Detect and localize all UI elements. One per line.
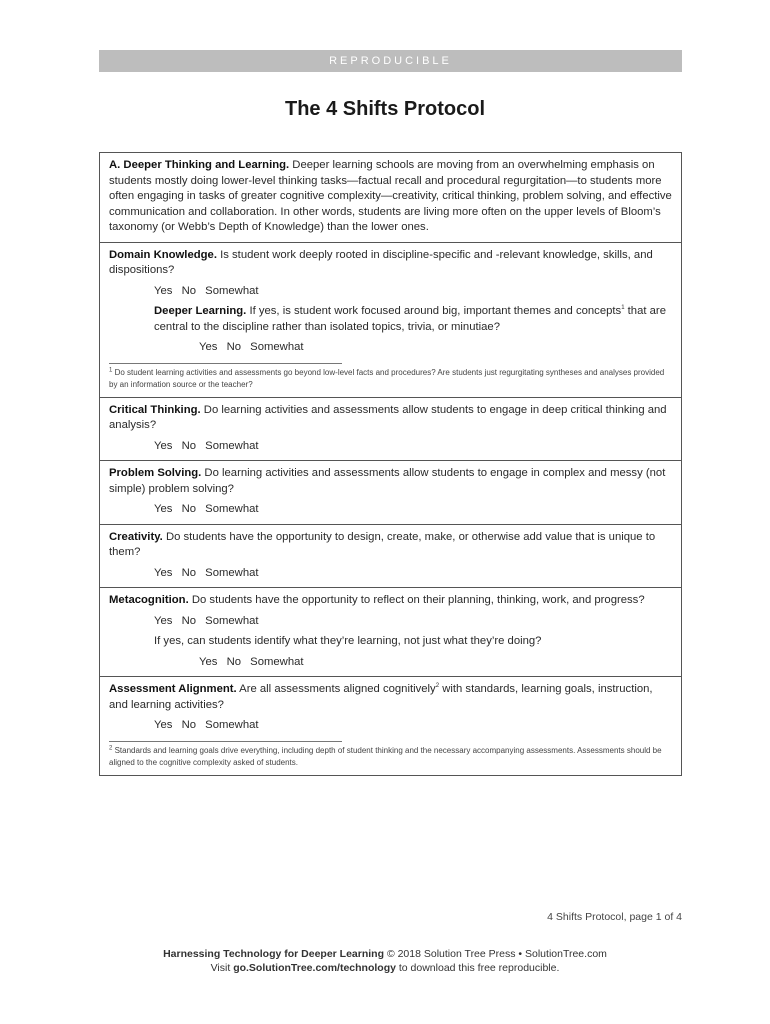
- footer-line-2: [0, 961, 770, 975]
- footnote-divider: [109, 741, 342, 742]
- option-somewhat[interactable]: Somewhat: [205, 503, 259, 515]
- option-somewhat[interactable]: Somewhat: [205, 566, 259, 579]
- visit-suffix: to download this free reproducible.: [398, 962, 560, 974]
- footnote-ref: 2: [435, 683, 440, 690]
- option-yes[interactable]: Yes: [199, 341, 218, 353]
- option-no[interactable]: No: [181, 439, 197, 452]
- section-creativity: [100, 525, 681, 589]
- section-text: Do students have the opportunity to reflect on their planning, thinking, work, and progress?: [191, 594, 645, 606]
- section-text-cont: with standards, learning goals, instruction, and learning activities?: [109, 683, 653, 711]
- option-yes[interactable]: Yes: [154, 284, 173, 297]
- section-heading: Problem Solving.: [109, 467, 202, 479]
- sub-text-cont: that are central to the discipline rather than isolated topics, trivia, or minutiae?: [154, 305, 666, 333]
- option-no[interactable]: No: [181, 719, 197, 731]
- section-heading: Critical Thinking.: [109, 403, 201, 416]
- sub-question: If yes, can students identify what they’re learning, not just what they’re doing?: [154, 635, 542, 647]
- section-text: Are all assessments aligned cognitively: [239, 683, 436, 695]
- option-somewhat[interactable]: Somewhat: [205, 614, 259, 627]
- section-text: Do learning activities and assessments allow students to engage in complex and messy (not simple) problem solving?: [109, 467, 666, 495]
- option-somewhat[interactable]: Somewhat: [205, 439, 259, 452]
- section-text: Do students have the opportunity to design, create, make, or otherwise add value that is unique to them?: [109, 530, 656, 558]
- option-somewhat[interactable]: Somewhat: [205, 719, 259, 731]
- section-heading: A. Deeper Thinking and Learning.: [109, 159, 290, 171]
- section-domain-knowledge: [100, 243, 681, 398]
- answer-options: [199, 655, 672, 671]
- footer-line-1: [0, 947, 770, 961]
- footnote-mark: 2: [109, 744, 113, 751]
- footnote: [109, 745, 672, 769]
- answer-options: [199, 340, 672, 356]
- footnote-mark: 1: [109, 366, 113, 373]
- section-heading: Metacognition.: [109, 594, 189, 606]
- sub-question-deeper-learning: [154, 304, 672, 335]
- answer-options: [154, 439, 672, 455]
- sub-text: If yes, is student work focused around big, important themes and concepts: [249, 305, 622, 317]
- option-yes[interactable]: Yes: [154, 503, 173, 515]
- footnote: [109, 367, 672, 391]
- answer-options: [154, 614, 672, 630]
- answer-options: [154, 718, 672, 734]
- footnote-divider: [109, 363, 342, 364]
- section-critical-thinking: [100, 398, 681, 462]
- page-footer: [0, 947, 770, 975]
- section-problem-solving: [100, 461, 681, 525]
- footnote-ref: 1: [621, 305, 625, 312]
- answer-options: [154, 284, 672, 300]
- sub-heading: Deeper Learning.: [154, 305, 247, 317]
- answer-options: [154, 566, 672, 582]
- option-no[interactable]: No: [226, 655, 242, 668]
- footnote-text: Standards and learning goals drive everything, including depth of student thinking and the necessary accompanying assessments. Assessments should be aligned to the cognitive complexity asked of students.: [109, 745, 662, 767]
- section-heading: Domain Knowledge.: [109, 248, 217, 261]
- section-heading: Creativity.: [109, 530, 163, 543]
- section-heading: Assessment Alignment.: [109, 683, 237, 695]
- page-number: 4 Shifts Protocol, page 1 of 4: [547, 911, 682, 923]
- section-assessment-alignment: [100, 677, 681, 775]
- section-text: Do learning activities and assessments allow students to engage in deep critical thinking and analysis?: [109, 403, 667, 431]
- book-title: Harnessing Technology for Deeper Learning: [163, 948, 385, 960]
- option-no[interactable]: No: [226, 341, 242, 353]
- page-title: The 4 Shifts Protocol: [284, 98, 486, 120]
- option-yes[interactable]: Yes: [154, 566, 173, 579]
- protocol-table: [99, 152, 682, 776]
- option-yes[interactable]: Yes: [154, 719, 173, 731]
- option-no[interactable]: No: [181, 284, 197, 297]
- section-text: Is student work deeply rooted in discipline-specific and -relevant knowledge, skills, and dispositions?: [109, 248, 653, 276]
- answer-options: [154, 502, 672, 518]
- visit-label: Visit: [210, 962, 231, 974]
- section-deeper-thinking: [100, 153, 681, 243]
- section-metacognition: [100, 588, 681, 677]
- option-yes[interactable]: Yes: [199, 655, 218, 668]
- section-text: Deeper learning schools are moving from an overwhelming emphasis on students mostly doing lower-level thinking tasks—factual recall and procedural regurgitation—to students more often engaging in tasks of greater cognitive complexity—creativity, critical thinking, problem solving, and effective communication and collaboration. In other words, students are living more often on the upper levels of Bloom’s taxonomy (or Webb’s Depth of Knowledge) than the lower ones.: [109, 159, 672, 233]
- option-yes[interactable]: Yes: [154, 614, 173, 627]
- option-somewhat[interactable]: Somewhat: [205, 284, 259, 297]
- option-no[interactable]: No: [181, 503, 197, 515]
- option-somewhat[interactable]: Somewhat: [250, 341, 304, 353]
- option-somewhat[interactable]: Somewhat: [250, 655, 304, 668]
- option-yes[interactable]: Yes: [154, 439, 173, 452]
- option-no[interactable]: No: [181, 614, 197, 627]
- download-link[interactable]: go.SolutionTree.com/technology: [233, 962, 396, 974]
- reproducible-banner: REPRODUCIBLE: [99, 50, 682, 72]
- option-no[interactable]: No: [181, 566, 197, 579]
- copyright: © 2018 Solution Tree Press • SolutionTree.com: [386, 948, 607, 960]
- footnote-text: Do student learning activities and assessments go beyond low-level facts and procedures? Are students just regurgitating syntheses and analyses provided by an information source or the teacher?: [109, 367, 665, 389]
